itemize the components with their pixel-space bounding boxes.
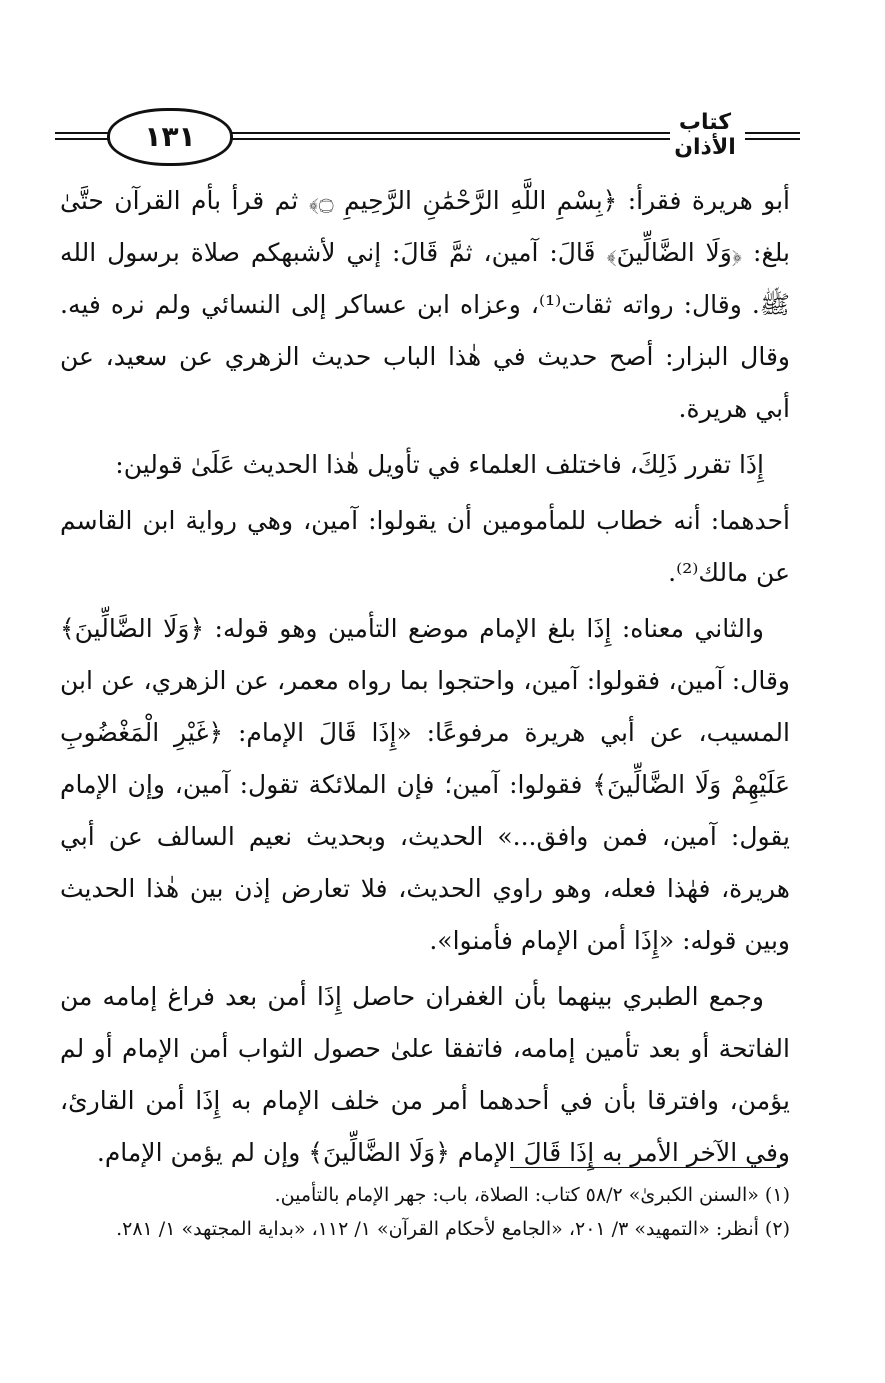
paragraph: والثاني معناه: إِذَا بلغ الإمام موضع التأمين وهو قوله: ﴿وَلَا الضَّالِّينَ﴾ وقال: آمين، فقولوا: آمين، واحتجوا بما رواه معمر، عن الزهري، عن ابن المسيب، عن أبي هريرة مرفوعًا: «إِذَا قَالَ الإمام: ﴿غَيْرِ الْمَغْضُوبِ عَلَيْهِمْ وَلَا الضَّالِّينَ﴾ فقولوا: آمين؛ فإن الملائكة تقول: آمين، وإن الإمام يقول: آمين، فمن وافق...» الحديث، وبحديث نعيم السالف عن أبي هريرة، فهٰذا فعله، وهو راوي الحديث، فلا تعارض إذن بين هٰذا الحديث وبين قوله: «إِذَا أمن الإمام فأمنوا». <box>60 614 790 955</box>
paragraph: إِذَا تقرر ذَلِكَ، فاختلف العلماء في تأويل هٰذا الحديث عَلَىٰ قولين: <box>115 450 764 479</box>
page-number: ١٣١ <box>107 108 233 166</box>
header-rule <box>170 132 670 134</box>
header-rule <box>55 132 115 134</box>
footnote: (١) «السنن الكبرىٰ» ٥٨/٢ كتاب: الصلاة، باب: جهر الإمام بالتأمين. <box>274 1184 790 1206</box>
header-rule <box>170 138 670 140</box>
chapter-title: كتاب الأذان <box>674 110 736 160</box>
footnote: (٢) أنظر: «التمهيد» ٣/ ٢٠١، «الجامع لأحكام القرآن» ١/ ١١٢، «بداية المجتهد» ١/ ٢٨١. <box>116 1218 790 1240</box>
page-header <box>55 108 800 166</box>
paragraph: أحدهما: أنه خطاب للمأمومين أن يقولوا: آمين، وهي رواية ابن القاسم عن مالك⁽²⁾. <box>60 506 790 587</box>
main-text <box>60 175 790 1183</box>
paragraph: أبو هريرة فقرأ: ﴿بِسْمِ اللَّهِ الرَّحْمَٰنِ الرَّحِيمِ ۝﴾ ثم قرأ بأم القرآن حتَّىٰ بلغ: ﴿وَلَا الضَّالِّينَ﴾ قَالَ: آمين، ثمَّ قَالَ: إني لأشبهكم صلاة برسول الله ﷺ. وقال: رواته ثقات⁽¹⁾، وعزاه ابن عساكر إلى النسائي ولم نره فيه. وقال البزار: أصح حديث في هٰذا الباب حديث الزهري عن سعيد، عن أبي هريرة. <box>60 186 790 423</box>
paragraph: وجمع الطبري بينهما بأن الغفران حاصل إِذَا أمن بعد فراغ إمامه من الفاتحة أو بعد تأمين إمامه، فاتفقا علىٰ حصول الثواب أمن الإمام أو لم يؤمن، وافترقا بأن في أحدهما أمر من خلف الإمام به إِذَا أمن القارئ، وفي الآخر الأمر به إِذَا قَالَ الإمام ﴿وَلَا الضَّالِّينَ﴾ وإن لم يؤمن الإمام. <box>60 982 790 1167</box>
header-rule <box>55 138 115 140</box>
footnotes <box>60 1178 790 1246</box>
footnote-separator <box>510 1167 780 1168</box>
